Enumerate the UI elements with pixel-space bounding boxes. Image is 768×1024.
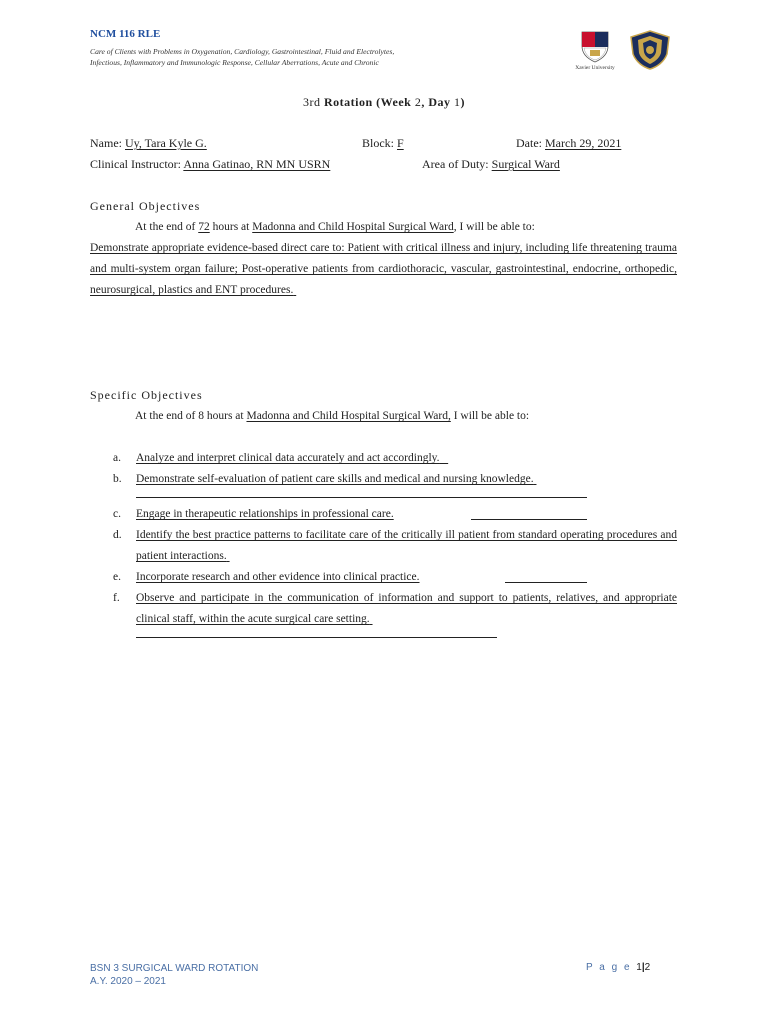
blank-line bbox=[136, 497, 587, 498]
xavier-university-logo bbox=[572, 30, 626, 72]
objective-item-e bbox=[113, 567, 677, 588]
item-letter: c. bbox=[113, 508, 121, 520]
item-text: Analyze and interpret clinical data accurately and act accordingly. bbox=[136, 452, 440, 464]
specific-objectives-heading: Specific Objectives bbox=[90, 388, 203, 402]
title-suffix: ) bbox=[460, 95, 465, 109]
area-of-duty-field bbox=[422, 157, 560, 172]
clinical-instructor-label: Clinical Instructor: bbox=[90, 157, 181, 171]
item-letter: f. bbox=[113, 592, 120, 604]
item-letter: b. bbox=[113, 473, 122, 485]
item-letter: d. bbox=[113, 529, 122, 541]
footer-academic-year: A.Y. 2020 – 2021 bbox=[90, 976, 166, 987]
document-title bbox=[0, 95, 768, 110]
course-description bbox=[90, 46, 520, 68]
block-label: Block: bbox=[362, 136, 394, 150]
page-total: 2 bbox=[644, 962, 651, 973]
specific-location: Madonna and Child Hospital Surgical Ward, bbox=[246, 410, 451, 422]
item-text: Incorporate research and other evidence into clinical practice. bbox=[136, 571, 420, 583]
objective-item-b bbox=[113, 469, 677, 490]
name-label: Name: bbox=[90, 136, 122, 150]
page-current: 1 bbox=[636, 962, 642, 973]
objective-item-f bbox=[113, 588, 677, 630]
date-field bbox=[516, 136, 621, 151]
item-text: Engage in therapeutic relationships in professional care. bbox=[136, 508, 394, 520]
general-objective-text: Demonstrate appropriate evidence-based direct care to: Patient with critical illness and injury, including life threatening trauma and multi-system organ failure; Post-operative patients from cardiothoracic, vascular, gastrointestinal, endocrine, orthopedic, neurosurgical, plastics and ENT procedures. bbox=[90, 242, 677, 296]
title-sep: , Day bbox=[421, 95, 454, 109]
footer-rotation: BSN 3 SURGICAL WARD ROTATION bbox=[90, 963, 259, 974]
course-description-line-2: Infectious, Inflammatory and Immunologic Response, Cellular Aberrations, Acute and Chronic bbox=[90, 58, 379, 67]
item-letter: a. bbox=[113, 452, 121, 464]
block-value: F bbox=[397, 136, 404, 150]
item-text: Identify the best practice patterns to facilitate care of the critically ill patient from standard operating procedures and patient interactions. bbox=[136, 529, 677, 562]
clinical-instructor-field bbox=[90, 157, 330, 172]
item-text: Observe and participate in the communication of information and support to patients, relatives, and appropriate clinical staff, within the acute surgical care setting. bbox=[136, 592, 677, 625]
general-location: Madonna and Child Hospital Surgical Ward bbox=[252, 221, 454, 233]
title-day: 1 bbox=[454, 95, 461, 109]
block-field bbox=[362, 136, 404, 151]
footer-left bbox=[90, 962, 258, 988]
blank-line bbox=[505, 582, 587, 583]
clinical-instructor-value: Anna Gatinao, RN MN USRN bbox=[183, 157, 331, 171]
page-label: P a g e bbox=[586, 962, 632, 973]
general-intro: At the end of 72 hours at Madonna and Child Hospital Surgical Ward, I will be able to: bbox=[135, 221, 535, 233]
name-value: Uy, Tara Kyle G. bbox=[125, 136, 207, 150]
page-number bbox=[586, 962, 650, 973]
logo-caption: Xavier University bbox=[575, 65, 615, 71]
title-prefix: 3rd bbox=[303, 95, 324, 109]
name-field bbox=[90, 136, 207, 151]
area-of-duty-label: Area of Duty: bbox=[422, 157, 489, 171]
university-seal-logo bbox=[628, 30, 672, 70]
objective-item-a bbox=[113, 448, 677, 469]
blank-line bbox=[471, 519, 587, 520]
general-objectives-body bbox=[90, 217, 677, 301]
general-hours: 72 bbox=[198, 221, 210, 233]
item-letter: e. bbox=[113, 571, 121, 583]
course-code: NCM 116 RLE bbox=[90, 28, 161, 40]
objective-item-c bbox=[113, 504, 677, 525]
date-label: Date: bbox=[516, 136, 542, 150]
blank-line bbox=[136, 637, 497, 638]
general-objectives-heading: General Objectives bbox=[90, 199, 201, 213]
date-value: March 29, 2021 bbox=[545, 136, 622, 150]
objective-item-d bbox=[113, 525, 677, 567]
page-separator: | bbox=[641, 962, 645, 973]
title-main: Rotation (Week bbox=[324, 95, 415, 109]
course-description-line-1: Care of Clients with Problems in Oxygenation, Cardiology, Gastrointestinal, Fluid and Electrolytes, bbox=[90, 47, 395, 56]
area-of-duty-value: Surgical Ward bbox=[491, 157, 560, 171]
specific-intro: At the end of 8 hours at Madonna and Child Hospital Surgical Ward, I will be able to: bbox=[135, 410, 530, 422]
item-text: Demonstrate self-evaluation of patient care skills and medical and nursing knowledge. bbox=[136, 473, 534, 485]
title-week: 2 bbox=[414, 95, 422, 109]
